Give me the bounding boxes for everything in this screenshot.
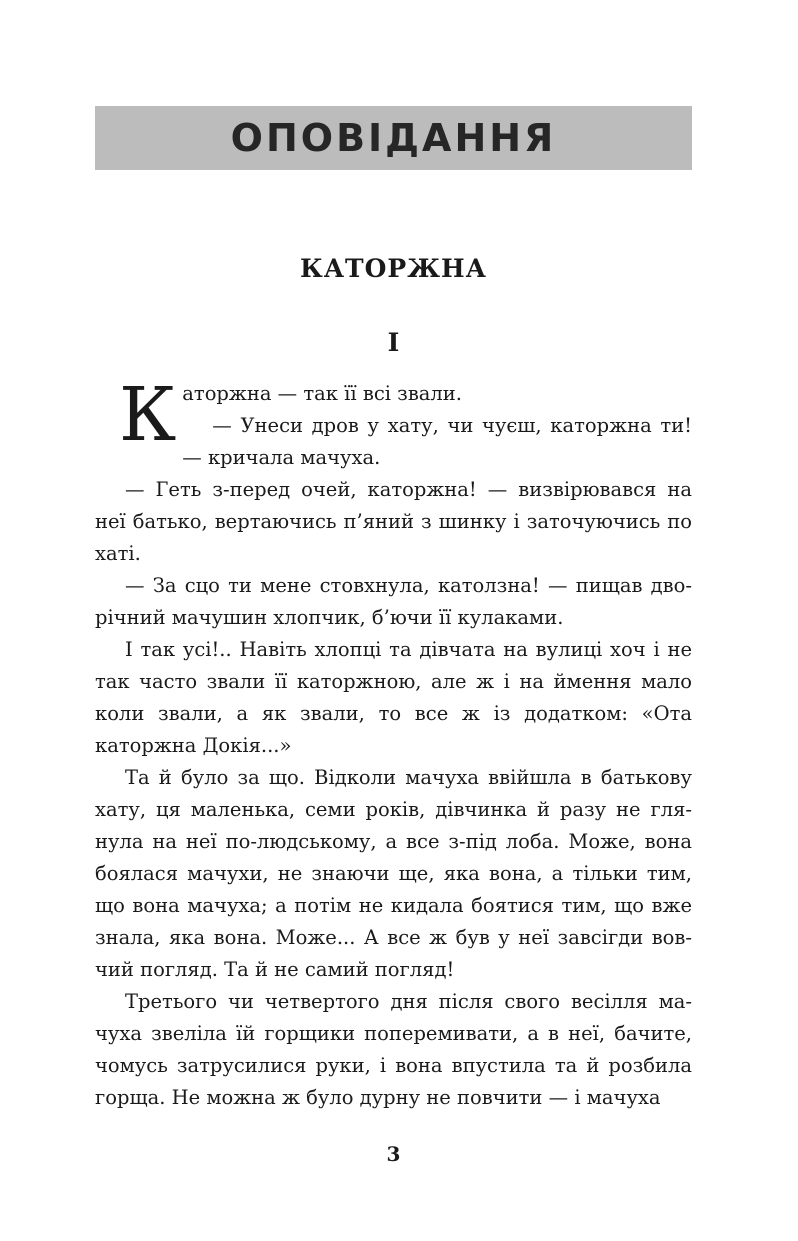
section-title: ОПОВІДАННЯ: [230, 116, 557, 160]
story-title: КАТОРЖНА: [299, 254, 488, 283]
paragraph-2: — Унеси дров у хату, чи чуєш, каторжна ти! — кричала мачуха.: [182, 414, 692, 469]
story-body: [95, 372, 692, 1114]
page-number: 3: [386, 1142, 401, 1166]
chapter-number: І: [387, 328, 400, 357]
drop-cap: К: [119, 372, 177, 458]
paragraph-4: — За сцо ти мене стовхнула, католзна! — пищав дворічний мачушин хлопчик, б’ючи її кулаками.: [95, 574, 692, 629]
paragraph-3: — Геть з-перед очей, каторжна! — визвірювався на неї батько, вертаючись п’яний з шинку і заточуючись по хаті.: [95, 478, 692, 565]
paragraph-6: Та й було за що. Відколи мачуха ввійшла в батькову хату, ця маленька, семи років, дівчинка й разу не глянула на неї по-людському, а все з-під лоба. Може, вона боялася мачухи, не знаючи ще, яка вона, а тільки тим, що вона мачуха; а потім не кидала боятися тим, що вже знала, яка вона. Може... А все ж був у неї завсігди вовчий погляд. Та й не самий погляд!: [95, 766, 692, 981]
paragraph-1-text: аторжна — так її всі звали.: [182, 382, 463, 405]
paragraph-7: Третього чи четвертого дня після свого весілля мачуха звеліла їй горщики поперемивати, а в неї, бачите, чомусь затрусилися руки, і вона впустила та й розбила горща. Не можна ж було дурну не повчити — і мачуха: [95, 990, 692, 1109]
section-banner: [95, 106, 692, 170]
paragraph-5: І так усі!.. Навіть хлопці та дівчата на вулиці хоч і не так часто звали її каторжною, але ж і на ймення мало коли звали, а як звали, то все ж із додатком: «Ота каторжна Докія...»: [95, 638, 692, 757]
